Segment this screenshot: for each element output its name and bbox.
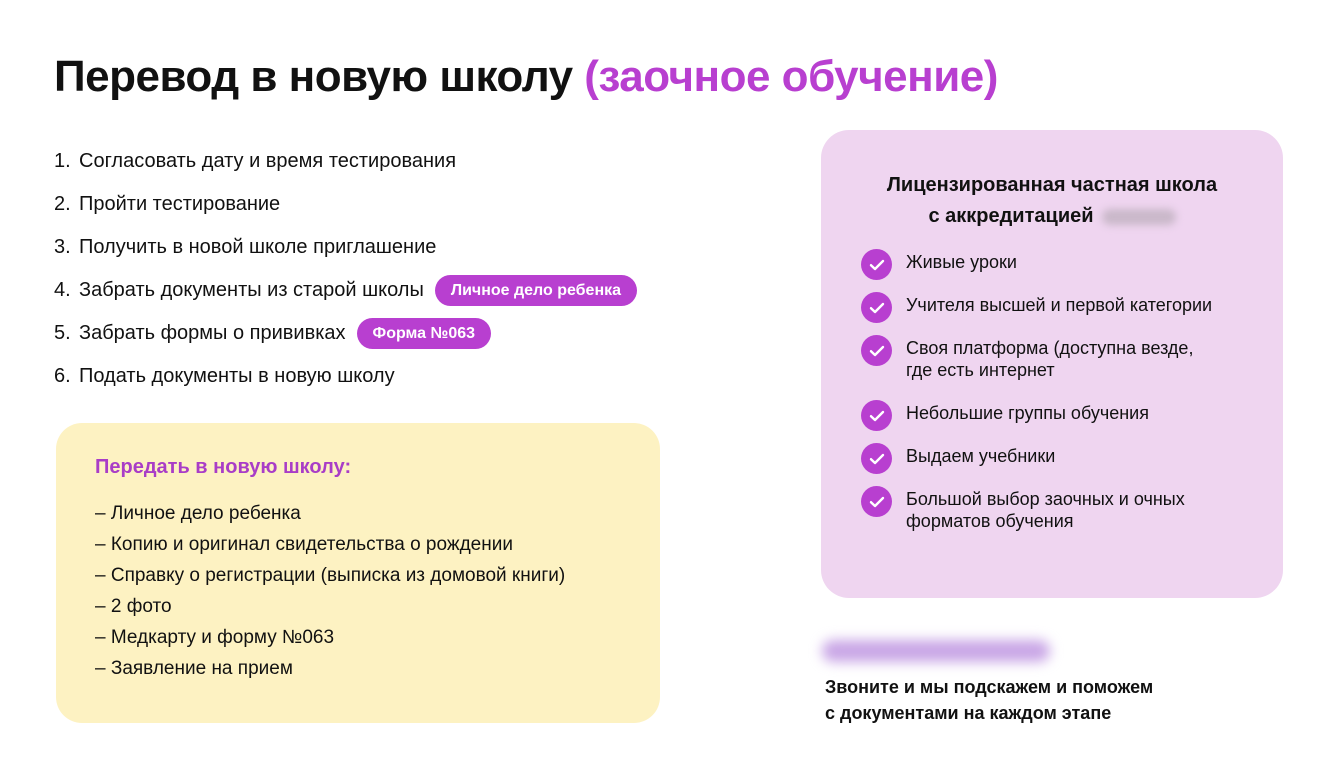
page-title-main: Перевод в новую школу — [54, 52, 573, 101]
step-item — [54, 355, 637, 398]
contact-callout — [825, 674, 1153, 726]
step-item — [54, 269, 637, 312]
check-circle-icon — [861, 400, 892, 431]
step-text: Забрать документы из старой школы — [79, 279, 424, 301]
document-item: – Медкарту и форму №063 — [95, 627, 335, 648]
school-feature-text: Учителя высшей и первой категории — [906, 295, 1213, 315]
document-item: – Заявление на прием — [95, 658, 293, 679]
school-feature-item — [861, 402, 1149, 424]
page-title-accent: (заочное обучение) — [584, 52, 998, 101]
step-number: 4. — [54, 279, 71, 301]
school-feature-text: Небольшие группы обучения — [906, 403, 1149, 423]
personal-file-tag: Личное дело ребенка — [435, 275, 637, 306]
contact-callout-line1: Звоните и мы подскажем и поможем — [825, 677, 1154, 697]
step-text: Согласовать дату и время тестирования — [79, 150, 457, 172]
school-feature-item — [861, 337, 1193, 381]
step-item — [54, 183, 637, 226]
school-feature-text: Выдаем учебники — [906, 446, 1056, 466]
step-text: Подать документы в новую школу — [79, 365, 395, 387]
check-circle-icon — [861, 249, 892, 280]
check-circle-icon — [861, 335, 892, 366]
documents-card-heading: Передать в новую школу: — [95, 456, 352, 478]
step-item — [54, 312, 637, 355]
documents-list — [95, 498, 622, 684]
check-circle-icon — [861, 486, 892, 517]
step-text: Забрать формы о прививках — [79, 322, 346, 344]
step-number: 3. — [54, 236, 71, 258]
step-number: 1. — [54, 150, 71, 172]
step-number: 6. — [54, 365, 71, 387]
school-feature-item — [861, 445, 1055, 467]
school-card-title-accreditation: с аккредитацией — [928, 205, 1094, 227]
school-feature-item — [861, 488, 1185, 532]
step-number: 5. — [54, 322, 71, 344]
check-circle-icon — [861, 443, 892, 474]
step-item — [54, 226, 637, 269]
document-item: – Личное дело ребенка — [95, 503, 301, 524]
step-text: Пройти тестирование — [79, 193, 281, 215]
school-feature-item — [861, 251, 1017, 273]
blurred-phone-number[interactable] — [822, 640, 1050, 662]
check-circle-icon — [861, 292, 892, 323]
school-card — [821, 130, 1283, 598]
contact-callout-line2: с документами на каждом этапе — [825, 703, 1112, 723]
step-item — [54, 140, 637, 183]
school-card-title-line1: Лицензированная частная школа — [886, 174, 1218, 196]
school-feature-text: Своя платформа (доступна везде, — [906, 338, 1194, 358]
step-text: Получить в новой школе приглашение — [79, 236, 437, 258]
document-item: – Справку о регистрации (выписка из домовой книги) — [95, 565, 566, 586]
school-feature-item — [861, 294, 1212, 316]
school-feature-text: Большой выбор заочных и очных — [906, 489, 1185, 509]
school-feature-text: форматов обучения — [906, 511, 1074, 531]
blurred-school-name — [1102, 209, 1176, 225]
school-feature-text: Живые уроки — [906, 252, 1017, 272]
step-number: 2. — [54, 193, 71, 215]
form-063-tag: Форма №063 — [357, 318, 492, 349]
transfer-steps-list — [54, 140, 637, 398]
document-item: – Копию и оригинал свидетельства о рождении — [95, 534, 513, 555]
school-feature-text: где есть интернет — [906, 360, 1055, 380]
school-card-title — [821, 170, 1283, 232]
page-title — [54, 52, 998, 102]
documents-card — [56, 423, 660, 723]
document-item: – 2 фото — [95, 596, 172, 617]
school-card-title-line2 — [821, 201, 1283, 232]
